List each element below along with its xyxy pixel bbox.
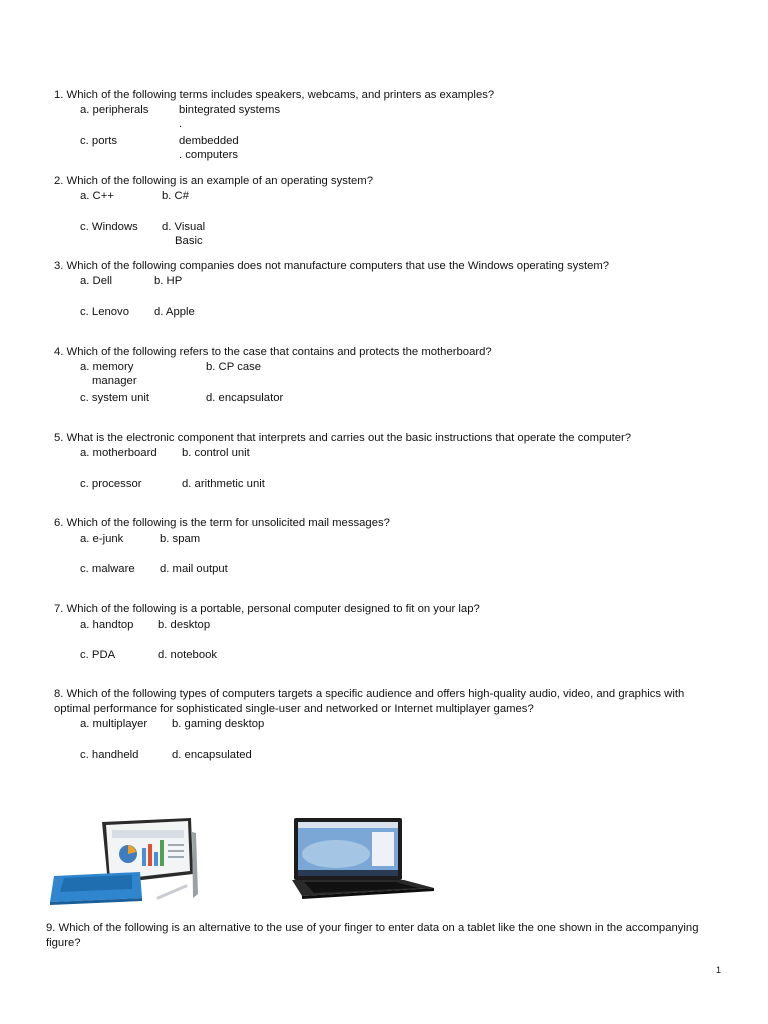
- question-5-text: 5. What is the electronic component that interprets and carries out the basic instructions that operate the computer?: [54, 432, 632, 444]
- q7-option-d: d. notebook: [158, 649, 218, 661]
- q3-option-a: a. Dell: [80, 275, 113, 287]
- question-1-text: 1. Which of the following terms includes speakers, webcams, and printers as examples?: [54, 89, 495, 101]
- q6-option-b: b. spam: [160, 533, 201, 545]
- tablet-keyboard-image: [46, 810, 206, 906]
- question-9-text: 9. Which of the following is an alternative to the use of your finger to enter data on a tablet like the one shown in the accompanying: [46, 922, 699, 934]
- q7-option-b: b. desktop: [158, 619, 211, 631]
- q7-option-c: c. PDA: [80, 649, 116, 661]
- question-4-text: 4. Which of the following refers to the case that contains and protects the motherboard?: [54, 346, 492, 358]
- q7-option-a: a. handtop: [80, 619, 134, 631]
- q1-option-b-cont: .: [179, 118, 183, 130]
- q4-option-d: d. encapsulator: [206, 392, 284, 404]
- q6-option-c: c. malware: [80, 563, 135, 575]
- q2-option-b: b. C#: [162, 190, 190, 202]
- question-8-text: 8. Which of the following types of computers targets a specific audience and offers high-quality audio, video, and graphics with: [54, 688, 685, 700]
- question-6-text: 6. Which of the following is the term for unsolicited mail messages?: [54, 517, 390, 529]
- q8-option-b: b. gaming desktop: [172, 718, 265, 730]
- question-7-text: 7. Which of the following is a portable, personal computer designed to fit on your lap?: [54, 603, 480, 615]
- question-3-text: 3. Which of the following companies does not manufacture computers that use the Windows operating system?: [54, 260, 610, 272]
- q6-option-a: a. e-junk: [80, 533, 124, 545]
- q1-option-d: dembedded: [179, 135, 239, 147]
- q5-option-c: c. processor: [80, 478, 142, 490]
- page-number: 1: [716, 965, 722, 975]
- q2-option-d-cont: Basic: [175, 235, 203, 247]
- q5-option-a: a. motherboard: [80, 447, 157, 459]
- q3-option-c: c. Lenovo: [80, 306, 129, 318]
- question-2-text: 2. Which of the following is an example of an operating system?: [54, 175, 373, 187]
- q8-option-c: c. handheld: [80, 749, 139, 761]
- laptop-image: [288, 814, 438, 900]
- q2-option-a: a. C++: [80, 190, 114, 202]
- q5-option-b: b. control unit: [182, 447, 250, 459]
- q8-option-a: a. multiplayer: [80, 718, 148, 730]
- q4-option-a: a. memory: [80, 361, 134, 373]
- q1-option-b: bintegrated systems: [179, 104, 281, 116]
- question-8-text-cont: optimal performance for sophisticated single-user and networked or Internet multiplayer games?: [54, 703, 534, 715]
- q5-option-d: d. arithmetic unit: [182, 478, 265, 490]
- q1-option-d-cont: . computers: [179, 149, 239, 161]
- q4-option-a-cont: manager: [92, 375, 137, 387]
- q1-option-c: c. ports: [80, 135, 118, 147]
- question-9-text-cont: figure?: [46, 937, 81, 949]
- q2-option-d: d. Visual: [162, 221, 206, 233]
- q6-option-d: d. mail output: [160, 563, 228, 575]
- q3-option-d: d. Apple: [154, 306, 195, 318]
- q3-option-b: b. HP: [154, 275, 183, 287]
- q2-option-c: c. Windows: [80, 221, 138, 233]
- q4-option-b: b. CP case: [206, 361, 262, 373]
- q8-option-d: d. encapsulated: [172, 749, 252, 761]
- q1-option-a: a. peripherals: [80, 104, 149, 116]
- q4-option-c: c. system unit: [80, 392, 150, 404]
